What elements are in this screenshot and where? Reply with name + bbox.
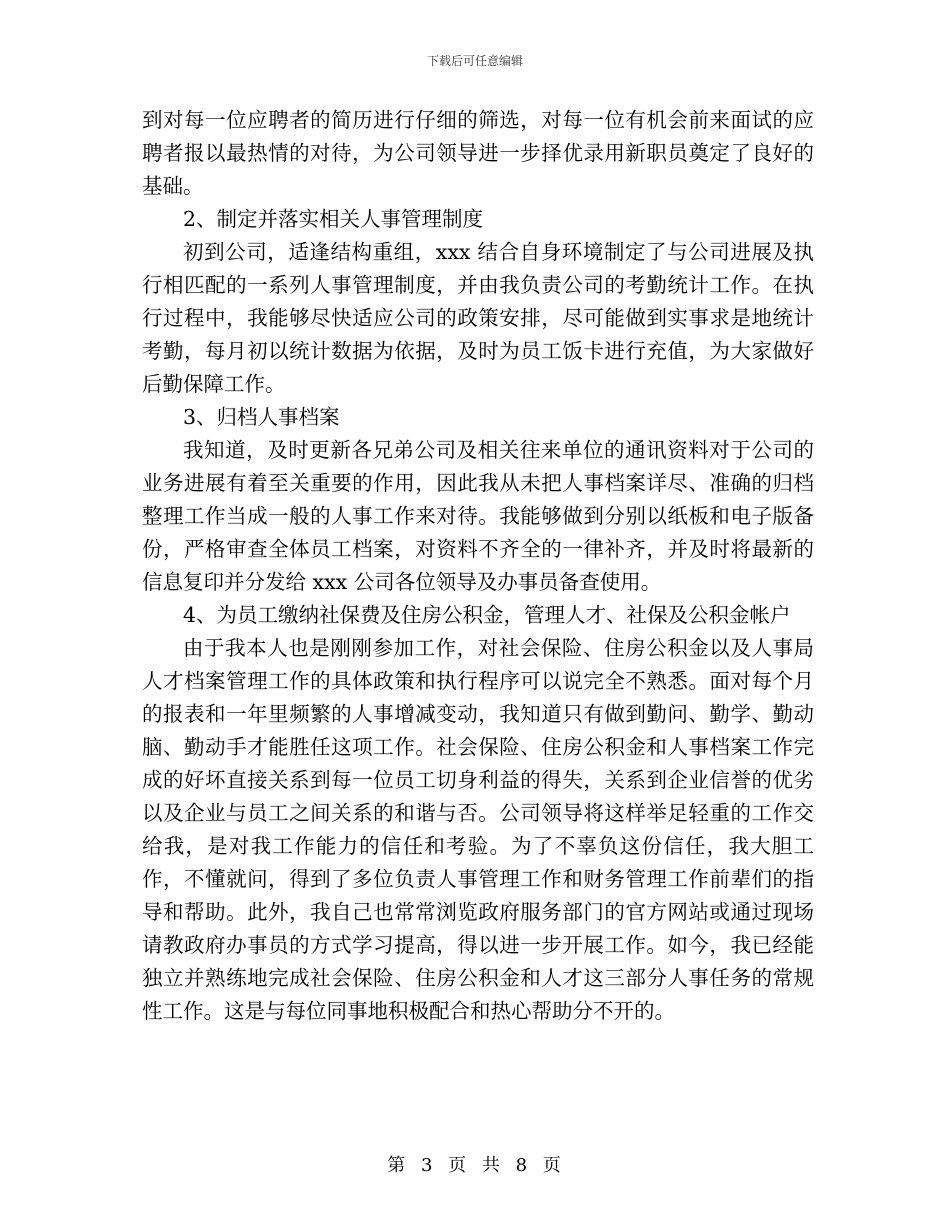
page-number-footer: 第 3 页 共 8 页: [387, 1155, 563, 1176]
paragraph-personnel-system: 初到公司，适逢结构重组，xxx 结合自身环境制定了与公司进展及执行相匹配的一系列人事管理制度，并由我负责公司的考勤统计工作。在执行过程中，我能够尽快适应公司的政策安排，尽可能做到实事求是地统计考勤，每月初以统计数据为依据，及时为员工饭卡进行充值，为大家做好后勤保障工作。: [142, 240, 814, 396]
document-body: [142, 104, 814, 1028]
section-heading-archives: 3、归档人事档案: [183, 405, 340, 429]
paragraph-social-security: 由于我本人也是刚刚参加工作，对社会保险、住房公积金以及人事局人才档案管理工作的具体政策和执行程序可以说完全不熟悉。面对每个月的报表和一年里频繁的人事增减变动，我知道只有做到勤问、勤学、勤动脑、勤动手才能胜任这项工作。社会保险、住房公积金和人事档案工作完成的好坏直接关系到每一位员工切身利益的得失，关系到企业信誉的优劣以及企业与员工之间关系的和谐与否。公司领导将这样举足轻重的工作交给我，是对我工作能力的信任和考验。为了不辜负这份信任，我大胆工作，不懂就问，得到了多位负责人事管理工作和财务管理工作前辈们的指导和帮助。此外，我自己也常常浏览政府服务部门的官方网站或通过现场请教政府办事员的方式学习提高，得以进一步开展工作。如今，我已经能独立并熟练地完成社会保险、住房公积金和人才这三部分人事任务的常规性工作。这是与每位同事地积极配合和热心帮助分不开的。: [142, 636, 814, 1023]
section-heading-social-security: 4、为员工缴纳社保费及住房公积金，管理人才、社保及公积金帐户: [183, 603, 791, 627]
page-header: 下载后可任意编辑: [426, 54, 523, 68]
section-heading-personnel-system: 2、制定并落实相关人事管理制度: [183, 207, 484, 231]
paragraph-resume-screening: 到对每一位应聘者的简历进行仔细的筛选，对每一位有机会前来面试的应聘者报以最热情的对待，为公司领导进一步择优录用新职员奠定了良好的基础。: [142, 108, 814, 198]
paragraph-archives: 我知道，及时更新各兄弟公司及相关往来单位的通讯资料对于公司的业务进展有着至关重要的作用，因此我从未把人事档案详尽、准确的归档整理工作当成一般的人事工作来对待。我能够做到分别以纸板和电子版备份，严格审查全体员工档案，对资料不齐全的一律补齐，并及时将最新的信息复印并分发给 xxx 公司各位领导及办事员备查使用。: [142, 438, 814, 594]
